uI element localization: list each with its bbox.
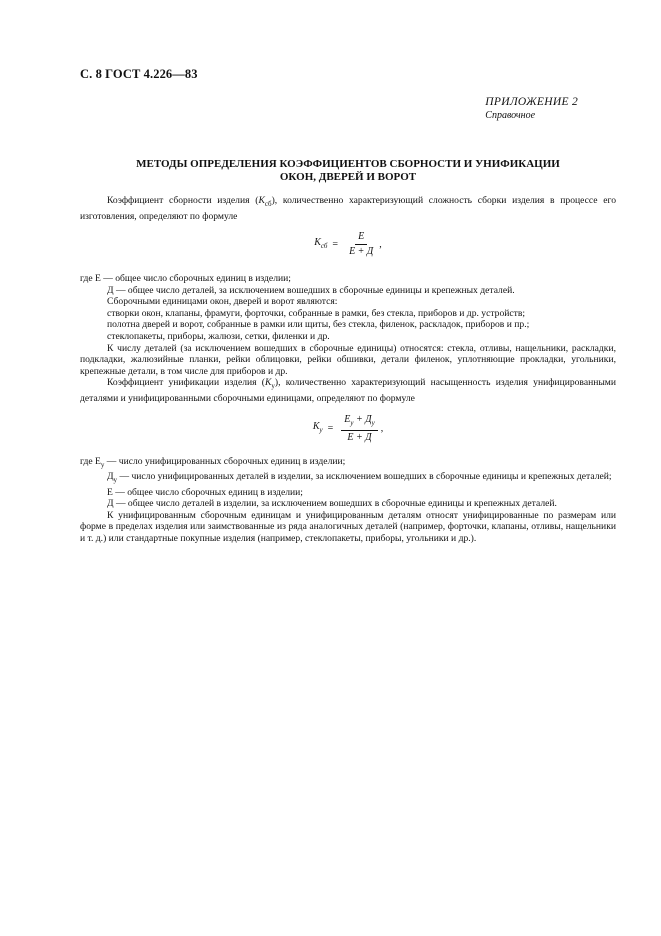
title-line-1: МЕТОДЫ ОПРЕДЕЛЕНИЯ КОЭФФИЦИЕНТОВ СБОРНОСТИ И УНИФИКАЦИИ <box>136 158 560 170</box>
where2-E: Е — общее число сборочных единиц в изделии; <box>107 486 303 498</box>
paragraph-door-leaves: полотна дверей и ворот, собранные в рамки или щиты, без стекла, филенок, раскладок, приборов и пр.; <box>107 319 530 331</box>
document-body <box>80 195 616 545</box>
paragraph-assembly-coefficient: Коэффициент сборности изделия $(K_{сб})$, количественно характеризующий сложность сборки изделия в процессе его изготовления, определяют по формуле <box>80 195 616 222</box>
appendix-label-block <box>485 96 578 122</box>
formula2-fraction: $\frac{Е_у + Д_у}{Е + Д}$ <box>341 414 377 444</box>
formula-fraction: $\frac{Е}{Е + Д}$ <box>349 231 374 258</box>
section-title <box>80 158 616 184</box>
paragraph-assembly-units: Сборочными единицами окон, дверей и ворот являются: <box>107 296 338 308</box>
formula-assembly: $K_{сб}$ = $\frac{Е}{Е + Д}$ , <box>314 231 382 258</box>
paragraph-parts: К числу деталей (за исключением вошедших в сборочные единицы) относятся: стекла, отливы, нащельники, раскладки, подкладки, жалюзийные планки, рейки облицовки, рейки обшивки, детали филенок, уплотняющие прокладки, угольники, крепежные детали, в том числе для приборов и др. <box>80 342 616 377</box>
appendix-type: Справочное <box>485 110 536 121</box>
formula2-lhs: $K_у$ <box>312 420 323 434</box>
where-D: Д — общее число деталей, за исключением вошедших в сборочные единицы и крепежных деталей. <box>107 284 515 296</box>
where2-Ey: где $Е_у$ — число унифицированных сборочных единиц в изделии; <box>80 455 346 469</box>
paragraph-sashes: створки окон, клапаны, фрамуги, форточки, собранные в рамки, без стекла, приборов и др. устройств; <box>107 307 526 319</box>
formula-unification: $K_у$ = $\frac{Е_у + Д_у}{Е + Д}$ , <box>312 413 384 443</box>
where2-Dy: $Д_у$ — число унифицированных деталей в изделии, за исключением вошедших в сборочные единицы и крепежных деталей; <box>107 471 612 484</box>
appendix-label: ПРИЛОЖЕНИЕ 2 <box>485 96 578 108</box>
page-header: С. 8 ГОСТ 4.226—83 <box>80 67 198 81</box>
title-line-2: ОКОН, ДВЕРЕЙ И ВОРОТ <box>279 171 417 183</box>
paragraph-unification-coefficient: Коэффициент унификации изделия $(K_у)$, количественно характеризующий насыщенность изделия унифицированными деталями и унифицированными сборочными единицами, определяют по формуле <box>80 377 617 404</box>
paragraph-glass-units: стеклопакеты, приборы, жалюзи, сетки, филенки и др. <box>107 331 330 343</box>
formula-lhs: $K_{сб}$ <box>314 236 328 250</box>
where2-D: Д — общее число деталей в изделии, за исключением вошедших в сборочные единицы и крепежных деталей. <box>107 498 557 510</box>
where-E: где Е — общее число сборочных единиц в изделии; <box>80 273 291 285</box>
paragraph-unified-units: К унифицированным сборочным единицам и унифицированным деталям относят унифицированные по размерам или форме в пределах изделия или заимствованные из ряда аналогичных деталей (например, форточки, клапаны, отливы, нащельники и т. д.) или стандартные покупные изделия (например, стеклопакеты, приборы, угольники и др.). <box>80 509 616 544</box>
